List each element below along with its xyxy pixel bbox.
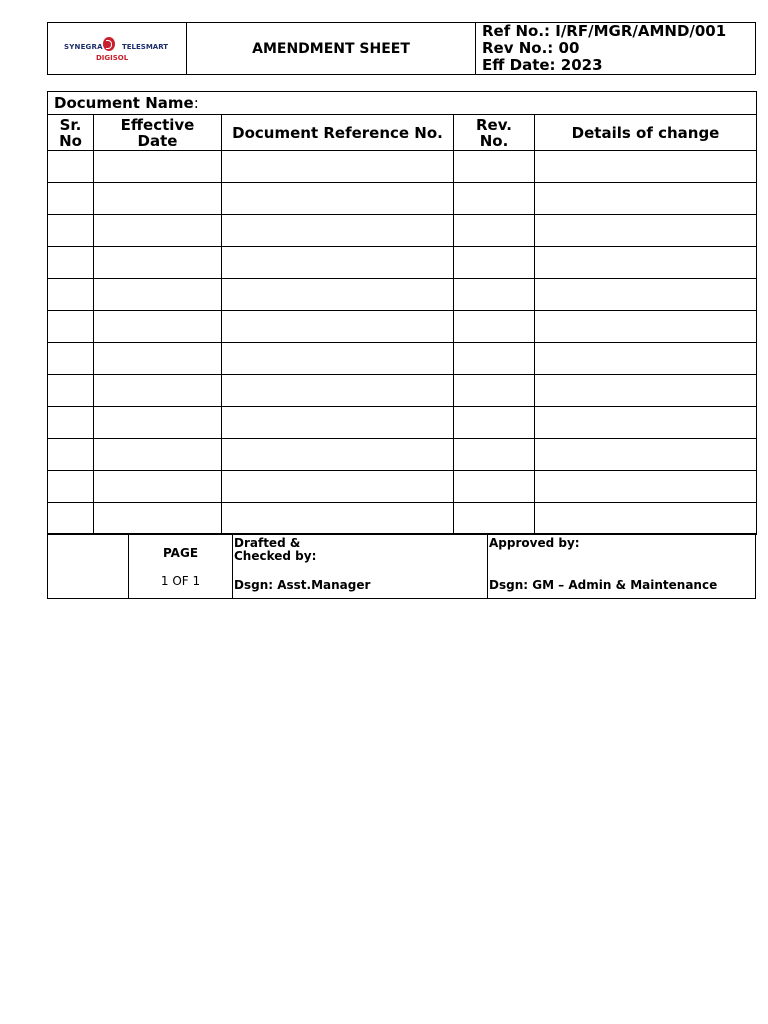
cell-details[interactable] <box>535 215 757 247</box>
cell-doc-ref[interactable] <box>222 343 454 375</box>
cell-doc-ref[interactable] <box>222 407 454 439</box>
cell-sr-no[interactable] <box>48 311 94 343</box>
approved-label: Approved by: <box>489 536 580 550</box>
cell-effective-date[interactable] <box>94 375 222 407</box>
table-row <box>48 343 757 375</box>
cell-doc-ref[interactable] <box>222 471 454 503</box>
table-row <box>48 439 757 471</box>
cell-details[interactable] <box>535 311 757 343</box>
cell-details[interactable] <box>535 439 757 471</box>
cell-effective-date[interactable] <box>94 407 222 439</box>
col-details: Details of change <box>535 115 757 151</box>
cell-sr-no[interactable] <box>48 471 94 503</box>
footer-table <box>47 533 756 599</box>
cell-rev-no[interactable] <box>454 503 535 535</box>
cell-rev-no[interactable] <box>454 279 535 311</box>
cell-rev-no[interactable] <box>454 471 535 503</box>
table-row <box>48 215 757 247</box>
logo-text-right: TELESMART <box>122 42 169 51</box>
cell-rev-no[interactable] <box>454 215 535 247</box>
cell-effective-date[interactable] <box>94 471 222 503</box>
page-value: 1 OF 1 <box>160 574 201 588</box>
cell-sr-no[interactable] <box>48 407 94 439</box>
cell-rev-no[interactable] <box>454 183 535 215</box>
table-row <box>48 151 757 183</box>
drafted-label: Drafted & Checked by: <box>234 536 317 563</box>
cell-details[interactable] <box>535 407 757 439</box>
cell-rev-no[interactable] <box>454 407 535 439</box>
cell-effective-date[interactable] <box>94 343 222 375</box>
column-header-row <box>48 115 757 151</box>
logo-text-left: SYNEGRA <box>64 42 103 51</box>
logo-text-sub: DIGISOL <box>96 53 129 62</box>
cell-doc-ref[interactable] <box>222 503 454 535</box>
logo-mark-icon <box>103 37 115 51</box>
page-label: PAGE <box>162 546 199 560</box>
approved-designation: Dsgn: GM – Admin & Maintenance <box>489 578 718 592</box>
cell-sr-no[interactable] <box>48 183 94 215</box>
header-table <box>47 22 756 75</box>
table-row <box>48 183 757 215</box>
table-row <box>48 503 757 535</box>
amendment-table <box>47 91 757 535</box>
cell-doc-ref[interactable] <box>222 183 454 215</box>
cell-details[interactable] <box>535 279 757 311</box>
col-effective-date: Effective Date <box>94 115 222 151</box>
approved-cell <box>488 534 756 599</box>
table-row <box>48 471 757 503</box>
cell-effective-date[interactable] <box>94 151 222 183</box>
table-row <box>48 247 757 279</box>
footer-blank-cell <box>48 534 129 599</box>
drafted-designation: Dsgn: Asst.Manager <box>234 578 371 592</box>
cell-rev-no[interactable] <box>454 151 535 183</box>
table-row <box>48 279 757 311</box>
logo-cell <box>48 23 187 75</box>
drafted-cell <box>233 534 488 599</box>
sheet-title: AMENDMENT SHEET <box>187 23 476 75</box>
cell-sr-no[interactable] <box>48 503 94 535</box>
document-name-row: Document Name: <box>48 92 757 115</box>
company-logo <box>62 32 172 66</box>
cell-doc-ref[interactable] <box>222 375 454 407</box>
cell-details[interactable] <box>535 247 757 279</box>
col-doc-ref: Document Reference No. <box>222 115 454 151</box>
cell-doc-ref[interactable] <box>222 215 454 247</box>
cell-sr-no[interactable] <box>48 439 94 471</box>
cell-details[interactable] <box>535 375 757 407</box>
cell-details[interactable] <box>535 151 757 183</box>
cell-doc-ref[interactable] <box>222 247 454 279</box>
ref-no: Ref No.: I/RF/MGR/AMND/001 <box>482 22 727 40</box>
cell-details[interactable] <box>535 343 757 375</box>
cell-doc-ref[interactable] <box>222 439 454 471</box>
cell-rev-no[interactable] <box>454 247 535 279</box>
cell-rev-no[interactable] <box>454 375 535 407</box>
document-name-label: Document Name <box>54 94 194 112</box>
cell-details[interactable] <box>535 503 757 535</box>
cell-rev-no[interactable] <box>454 343 535 375</box>
table-row <box>48 311 757 343</box>
cell-doc-ref[interactable] <box>222 151 454 183</box>
cell-sr-no[interactable] <box>48 215 94 247</box>
eff-date: Eff Date: 2023 <box>482 56 603 74</box>
cell-sr-no[interactable] <box>48 375 94 407</box>
cell-effective-date[interactable] <box>94 439 222 471</box>
cell-sr-no[interactable] <box>48 279 94 311</box>
rev-no: Rev No.: 00 <box>482 39 580 57</box>
cell-rev-no[interactable] <box>454 311 535 343</box>
cell-doc-ref[interactable] <box>222 311 454 343</box>
cell-effective-date[interactable] <box>94 311 222 343</box>
cell-effective-date[interactable] <box>94 503 222 535</box>
cell-sr-no[interactable] <box>48 343 94 375</box>
meta-cell <box>476 23 756 75</box>
page-cell <box>129 534 233 599</box>
cell-effective-date[interactable] <box>94 247 222 279</box>
cell-effective-date[interactable] <box>94 183 222 215</box>
cell-details[interactable] <box>535 183 757 215</box>
cell-effective-date[interactable] <box>94 279 222 311</box>
table-row <box>48 375 757 407</box>
cell-effective-date[interactable] <box>94 215 222 247</box>
col-rev-no: Rev. No. <box>454 115 535 151</box>
cell-sr-no[interactable] <box>48 151 94 183</box>
cell-rev-no[interactable] <box>454 439 535 471</box>
data-rows <box>48 151 757 535</box>
col-sr-no: Sr. No <box>48 115 94 151</box>
cell-doc-ref[interactable] <box>222 279 454 311</box>
cell-sr-no[interactable] <box>48 247 94 279</box>
table-row <box>48 407 757 439</box>
cell-details[interactable] <box>535 471 757 503</box>
